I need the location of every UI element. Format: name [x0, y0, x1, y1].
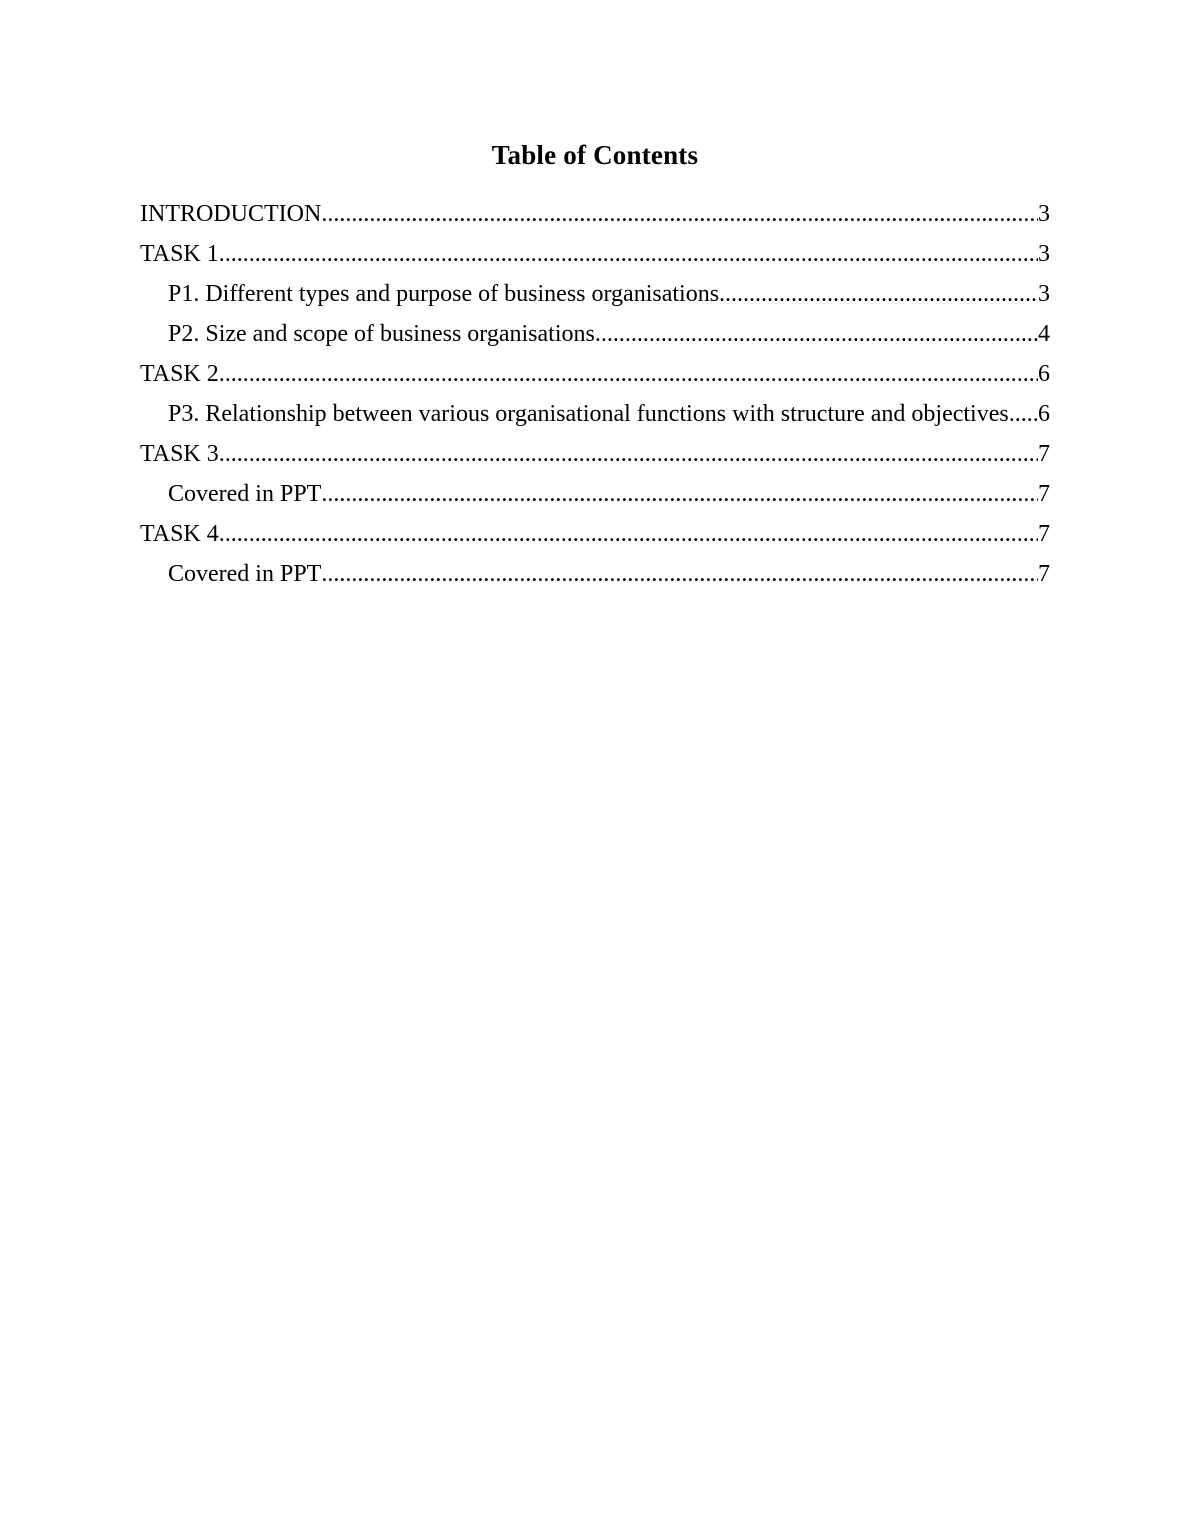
toc-dot-leader [219, 434, 1038, 474]
toc-entry[interactable] [140, 274, 1050, 314]
toc-entry-label: P2. Size and scope of business organisations [168, 321, 595, 347]
page-title: Table of Contents [491, 140, 699, 170]
toc-entry-label: TASK 1 [140, 241, 219, 267]
toc-entry[interactable] [140, 554, 1050, 594]
toc-page-number: 7 [1038, 481, 1050, 507]
toc-entry-label: TASK 4 [140, 521, 219, 547]
toc-entry-label: P1. Different types and purpose of business organisations [168, 281, 720, 307]
toc-page-number: 7 [1038, 521, 1050, 547]
toc-entry-label: Covered in PPT [168, 561, 322, 587]
toc-page-number: 6 [1038, 361, 1050, 387]
toc-entry-label: P3. Relationship between various organisational functions with structure and objectives [168, 401, 1009, 427]
toc-dot-leader [219, 354, 1038, 394]
toc-page-number: 6 [1038, 401, 1050, 427]
toc-entry[interactable] [140, 514, 1050, 554]
toc-dot-leader [219, 234, 1038, 274]
toc-page-number: 7 [1038, 561, 1050, 587]
toc-dot-leader [219, 514, 1038, 554]
toc-entry[interactable] [140, 474, 1050, 514]
toc-page-number: 7 [1038, 441, 1050, 467]
toc-page-number: 4 [1038, 321, 1050, 347]
toc-entry-label: TASK 3 [140, 441, 219, 467]
toc-dot-leader [321, 194, 1038, 234]
toc-dot-leader [595, 314, 1038, 354]
toc-dot-leader [1009, 394, 1038, 434]
toc-entry[interactable] [140, 394, 1050, 434]
toc-dot-leader [321, 474, 1038, 514]
toc-page-number: 3 [1038, 281, 1050, 307]
toc-page-number: 3 [1038, 201, 1050, 227]
toc-dot-leader [321, 554, 1038, 594]
toc-dot-leader [719, 274, 1038, 314]
toc-entry-label: TASK 2 [140, 361, 219, 387]
toc-entry[interactable] [140, 354, 1050, 394]
toc-entry-label: Covered in PPT [168, 481, 322, 507]
toc-entry[interactable] [140, 434, 1050, 474]
toc-entry[interactable] [140, 314, 1050, 354]
toc-entry[interactable] [140, 194, 1050, 234]
toc-list [140, 194, 1050, 594]
toc-page-number: 3 [1038, 241, 1050, 267]
toc-entry[interactable] [140, 234, 1050, 274]
toc-entry-label: INTRODUCTION [140, 201, 322, 227]
